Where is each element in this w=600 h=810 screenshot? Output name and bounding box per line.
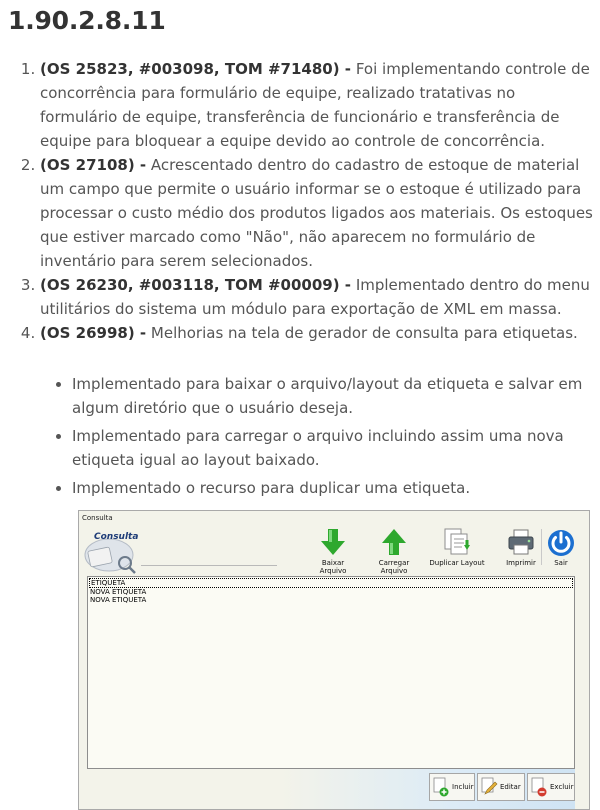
include-label: Incluir (452, 783, 474, 791)
upload-file-label: Carregar Arquivo (378, 559, 410, 575)
upload-file-button[interactable] (365, 527, 423, 575)
list-item[interactable]: NOVA ETIQUETA (90, 588, 147, 596)
label-listbox[interactable] (87, 576, 575, 769)
note-ref: (OS 26998) - (40, 324, 147, 342)
add-document-icon (432, 777, 450, 797)
include-button[interactable] (429, 773, 475, 801)
pencil-icon (480, 777, 498, 797)
download-file-label: Baixar Arquivo (319, 559, 347, 575)
note-text: Acrescentado dentro do cadastro de estoque de material um campo que permite o usuário informar se o estoque é utilizado para processar o custo médio dos produtos ligados aos materiais. Os estoques que estiver marcado como "Não", não aparecem no formulário de inventário para serem selecionados. (40, 156, 593, 270)
note-text: Melhorias na tela de gerador de consulta para etiquetas. (146, 324, 578, 342)
release-note (40, 57, 596, 153)
exit-label: Sair (554, 559, 568, 567)
arrow-down-icon (320, 527, 346, 557)
list-item[interactable]: NOVA ETIQUETA (90, 596, 147, 604)
edit-button[interactable] (477, 773, 525, 801)
release-notes-list (0, 57, 596, 345)
remove-document-icon (530, 777, 548, 797)
delete-button[interactable] (527, 773, 575, 801)
printer-icon (506, 527, 536, 557)
list-item[interactable]: ETIQUETA (89, 578, 573, 588)
note-text: Implementado dentro do menu utilitários do sistema um módulo para exportação de XML em massa. (40, 276, 590, 318)
duplicate-layout-button[interactable] (429, 527, 485, 567)
print-button[interactable] (503, 527, 539, 567)
toolbar-separator (541, 529, 542, 565)
consulta-window-screenshot (78, 510, 590, 810)
header-divider (141, 565, 277, 566)
note-ref: (OS 25823, #003098, TOM #71480) - (40, 60, 352, 78)
download-file-button[interactable] (309, 527, 357, 575)
note-ref: (OS 26230, #003118, TOM #00009) - (40, 276, 352, 294)
release-note (40, 321, 596, 345)
note-text: Foi implementando controle de concorrência para formulário de equipe, realizado tratativas no formulário de equipe, transferência de funcionário e transferência de equipe para bloquear a equipe devido ao controle de concorrência. (40, 60, 590, 150)
duplicate-layout-label: Duplicar Layout (429, 559, 485, 567)
arrow-up-icon (381, 527, 407, 557)
window-title: Consulta (82, 514, 113, 522)
power-icon (546, 527, 576, 557)
exit-button[interactable] (545, 527, 577, 567)
improvement-item: • Implementado o recurso para duplicar uma etiqueta. (72, 476, 596, 500)
release-note (40, 153, 596, 273)
improvements-list (0, 372, 596, 504)
improvement-item: • Implementado para baixar o arquivo/layout da etiqueta e salvar em algum diretório que o usuário deseja. (72, 372, 596, 420)
improvement-item: • Implementado para carregar o arquivo incluindo assim uma nova etiqueta igual ao layout baixado. (72, 424, 596, 472)
duplicate-document-icon (442, 527, 472, 557)
logo-label: Consulta (94, 532, 139, 542)
release-note (40, 273, 596, 321)
delete-label: Excluir (550, 783, 574, 791)
print-label: Imprimir (506, 559, 536, 567)
note-ref: (OS 27108) - (40, 156, 147, 174)
edit-label: Editar (500, 783, 521, 791)
version-heading: 1.90.2.8.11 (8, 6, 166, 35)
